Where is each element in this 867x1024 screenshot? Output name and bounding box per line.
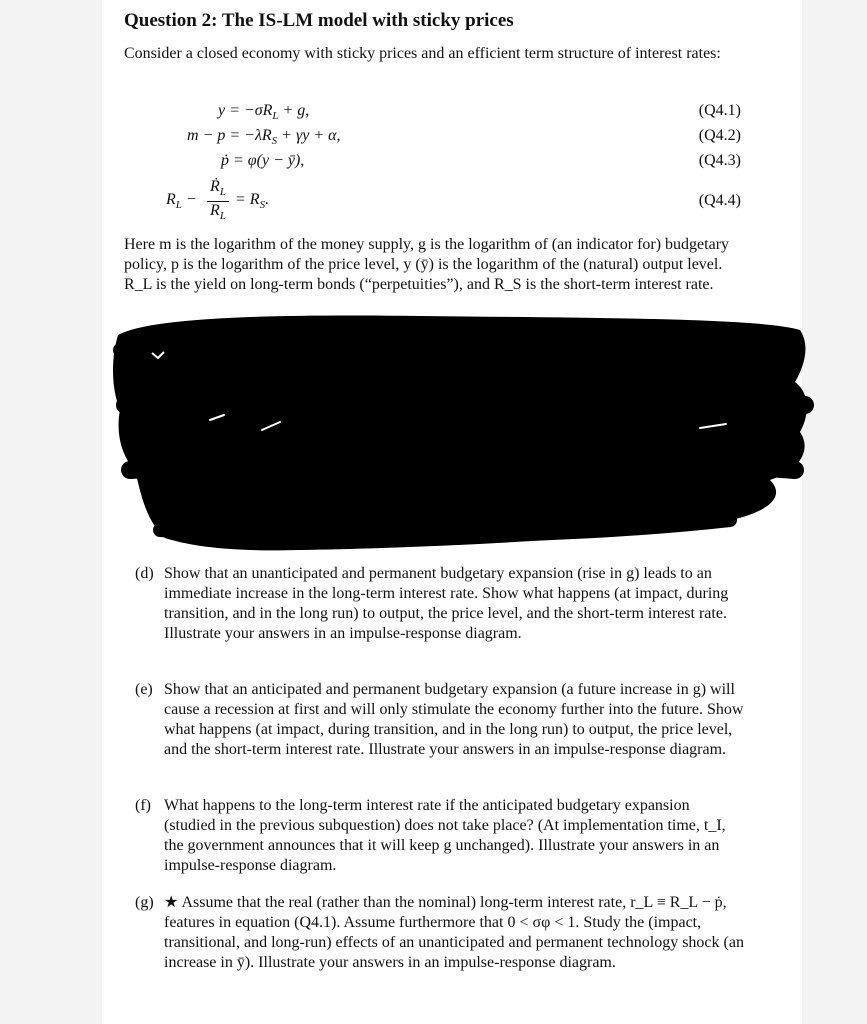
question-title: Question 2: The IS-LM model with sticky prices: [124, 10, 514, 31]
eq2-lhs: m − p: [187, 127, 226, 144]
question-label-g: (g): [135, 894, 154, 911]
equation-number-q4-3: (Q4.3): [698, 152, 741, 169]
equation-number-q4-2: (Q4.2): [698, 127, 741, 144]
question-text-e: Show that an anticipated and permanent budgetary expansion (a future increase in g) will cause a recession at first and will only stimulate the economy further into the future. Show what happens (at impact, during transition, and in the long run) to output, the price level, and the short-term interest rate. Illustrate your answers in an impulse-response diagram.: [164, 681, 744, 758]
eq1-tail: + g,: [278, 102, 310, 119]
question-text-d: Show that an unanticipated and permanent budgetary expansion (rise in g) leads to an immediate increase in the long-term interest rate. Show what happens (at impact, during transition, and in the long run) to output, the price level, and the short-term interest rate. Illustrate your answers in an impulse-response diagram.: [164, 565, 729, 642]
equation-number-q4-1: (Q4.1): [698, 102, 741, 119]
question-label-d: (d): [135, 565, 154, 582]
eq1-lhs: y: [218, 102, 226, 119]
question-label-e: (e): [135, 681, 153, 698]
eq1-rhs: = −σR: [229, 102, 273, 119]
eq4-rhs: = $R_S$.: [235, 191, 270, 212]
eq2-tail: + γy + α,: [277, 127, 341, 144]
eq1-sub: L: [272, 110, 279, 123]
eq2-sub: S: [271, 135, 278, 148]
definitions-paragraph: Here m is the logarithm of the money supply, g is the logarithm of (an indicator for) budgetary policy, p is the logarithm of the price level, y (ȳ) is the logarithm of the (natural) output level. R_L is the yield on long-term bonds (“perpetuities”), and R_S is the short-term interest rate.: [124, 236, 730, 293]
eq3-lhs: ṗ: [221, 152, 229, 169]
eq2-rhs: = −λR: [229, 127, 272, 144]
eq3-rhs: = φ(y − ȳ),: [233, 152, 305, 169]
eq4-lhs: $R_L$ −: [166, 191, 197, 212]
question-label-f: (f): [135, 797, 151, 814]
question-text-f: What happens to the long-term interest rate if the anticipated budgetary expansion (studied in the previous subquestion) does not take place? (At implementation time, t_I, the government announces that it will keep g unchanged). Illustrate your answers in an impulse-response diagram.: [164, 797, 726, 874]
question-text-g: ★ Assume that the real (rather than the nominal) long-term interest rate, r_L ≡ R_L − ṗ, features in equation (Q4.1). Assume furthermore that 0 < σφ < 1. Study the (impact, transitional, and long-run) effects of an unanticipated and permanent technology shock (an increase in ȳ). Illustrate your answers in an impulse-response diagram.: [164, 894, 744, 971]
eq4-fraction: Ṙ$_L$ $R_L$: [207, 178, 229, 225]
equation-number-q4-4: (Q4.4): [698, 192, 741, 209]
intro-paragraph: Consider a closed economy with sticky prices and an efficient term structure of interest rates:: [124, 45, 721, 62]
